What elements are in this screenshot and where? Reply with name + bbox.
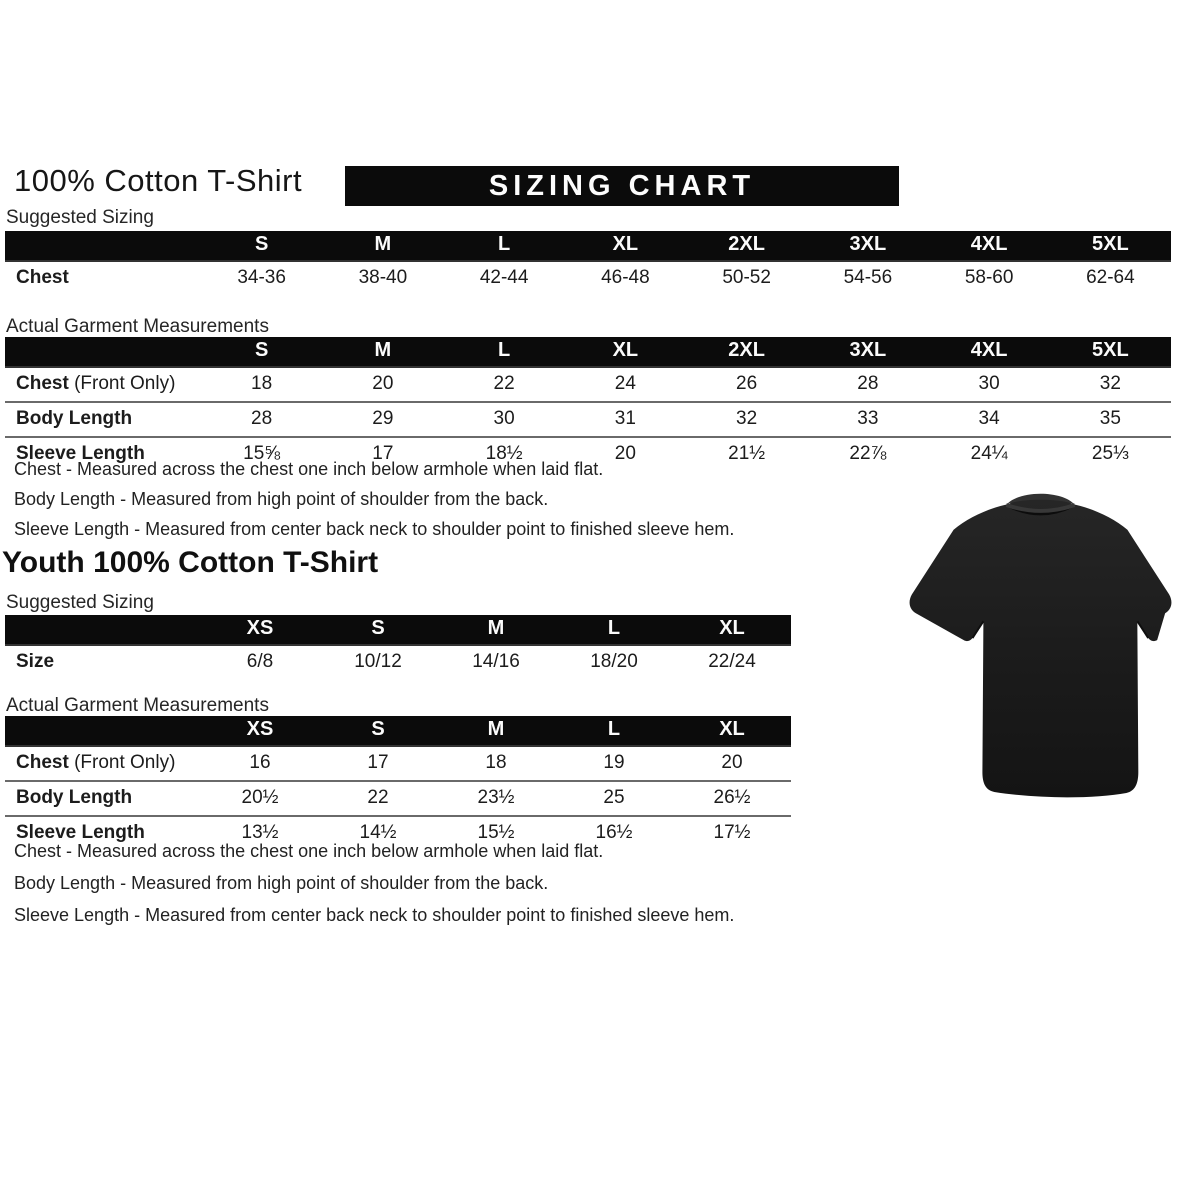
cell-value: 25 — [555, 781, 673, 816]
cell-value: 10/12 — [354, 651, 402, 672]
note-line: Body Length - Measured from high point of shoulder from the back. — [14, 489, 549, 509]
table-row — [5, 402, 1171, 437]
row-label: Size — [16, 651, 55, 672]
cell-value: 16½ — [595, 822, 633, 843]
cell-value: 17 — [372, 443, 394, 464]
column-header: S — [201, 231, 322, 261]
cell-value: 35 — [1050, 402, 1171, 437]
cell-value: 18 — [437, 746, 555, 781]
row-label: Chest (Front Only) — [5, 367, 201, 402]
cell-value: 20 — [673, 746, 791, 781]
youth-section-title: Youth 100% Cotton T-Shirt — [2, 546, 379, 579]
cell-value: 17½ — [713, 822, 751, 843]
column-header: 2XL — [686, 337, 807, 367]
column-header: XL — [565, 231, 686, 261]
note-line: Body Length - Measured from high point of shoulder from the back. — [14, 873, 549, 893]
header-spacer — [5, 716, 201, 746]
column-header: L — [444, 337, 565, 367]
table-header-row — [5, 615, 791, 645]
cell-value: 23½ — [437, 781, 555, 816]
row-label: Chest (Front Only) — [5, 746, 201, 781]
cell-value: 14½ — [359, 822, 397, 843]
cell-value: 32 — [686, 402, 807, 437]
column-header: XL — [673, 716, 791, 746]
cell-value: 20½ — [201, 781, 319, 816]
column-header: 4XL — [929, 337, 1050, 367]
column-header: M — [322, 337, 443, 367]
cell-value: 42-44 — [479, 267, 529, 288]
cell-value: 28 — [807, 367, 928, 402]
column-header: L — [555, 716, 673, 746]
row-label: Sleeve Length — [16, 822, 145, 843]
cell-value: 33 — [807, 402, 928, 437]
note-line: Chest - Measured across the chest one inch below armhole when laid flat. — [14, 841, 604, 861]
table-row — [5, 746, 791, 781]
cell-value: 46-48 — [601, 267, 650, 288]
table-header-row — [5, 716, 791, 746]
youth-suggested-sizing-table — [5, 615, 791, 679]
adult-suggested-sizing-label: Suggested Sizing — [6, 207, 154, 228]
cell-value: 20 — [614, 443, 636, 464]
youth-suggested-sizing-label: Suggested Sizing — [6, 592, 154, 613]
column-header: S — [319, 716, 437, 746]
cell-value: 54-56 — [843, 267, 893, 288]
cell-value: 22/24 — [708, 651, 756, 672]
column-header: 5XL — [1050, 337, 1171, 367]
adult-suggested-sizing-table — [5, 231, 1171, 295]
note-line: Sleeve Length - Measured from center back neck to shoulder point to finished sleeve hem. — [14, 905, 735, 925]
column-header: XS — [201, 615, 319, 645]
cell-value: 30 — [444, 402, 565, 437]
cell-value: 14/16 — [472, 651, 520, 672]
cell-value: 34-36 — [237, 267, 286, 288]
cell-value: 31 — [565, 402, 686, 437]
cell-value: 50-52 — [722, 267, 771, 288]
cell-value: 21½ — [728, 443, 766, 464]
header-spacer — [5, 337, 201, 367]
column-header: 3XL — [807, 337, 928, 367]
cell-value: 6/8 — [246, 651, 274, 672]
cell-value: 18½ — [485, 443, 523, 464]
cell-value: 38-40 — [358, 267, 408, 288]
cell-value: 30 — [929, 367, 1050, 402]
note-line: Sleeve Length - Measured from center back neck to shoulder point to finished sleeve hem. — [14, 519, 735, 539]
table-row — [5, 645, 791, 679]
column-header: XL — [565, 337, 686, 367]
table-row — [5, 781, 791, 816]
column-header: S — [201, 337, 322, 367]
tshirt-body — [910, 497, 1172, 797]
cell-value: 22 — [444, 367, 565, 402]
column-header: L — [555, 615, 673, 645]
youth-actual-measurements-table — [5, 716, 791, 850]
column-header: M — [437, 716, 555, 746]
cell-value: 22 — [319, 781, 437, 816]
table-row — [5, 261, 1171, 295]
cell-value: 20 — [322, 367, 443, 402]
cell-value: 32 — [1050, 367, 1171, 402]
cell-value: 18/20 — [590, 651, 638, 672]
cell-value: 17 — [319, 746, 437, 781]
cell-value: 26 — [686, 367, 807, 402]
cell-value: 34 — [929, 402, 1050, 437]
cell-value: 13½ — [241, 822, 279, 843]
page-title: 100% Cotton T-Shirt — [14, 163, 303, 198]
header-spacer — [5, 615, 201, 645]
column-header: XS — [201, 716, 319, 746]
cell-value: 15½ — [477, 822, 515, 843]
sizing-chart-banner: SIZING CHART — [345, 166, 899, 206]
youth-actual-measurements-label: Actual Garment Measurements — [6, 695, 269, 716]
cell-value: 58-60 — [964, 267, 1014, 288]
row-label: Sleeve Length — [16, 443, 145, 464]
cell-value: 19 — [555, 746, 673, 781]
row-label: Body Length — [5, 781, 201, 816]
column-header: XL — [673, 615, 791, 645]
cell-value: 25⅓ — [1091, 443, 1129, 464]
adult-actual-measurements-table — [5, 337, 1171, 471]
column-header: L — [444, 231, 565, 261]
youth-measurement-notes — [14, 841, 734, 937]
adult-actual-measurements-label: Actual Garment Measurements — [6, 316, 269, 337]
cell-value: 16 — [201, 746, 319, 781]
column-header: 2XL — [686, 231, 807, 261]
column-header: M — [322, 231, 443, 261]
note-line: Chest - Measured across the chest one inch below armhole when laid flat. — [14, 459, 604, 479]
adult-measurement-notes — [14, 459, 734, 549]
cell-value: 26½ — [673, 781, 791, 816]
cell-value: 24¼ — [970, 443, 1008, 464]
column-header: 4XL — [929, 231, 1050, 261]
table-header-row — [5, 337, 1171, 367]
cell-value: 29 — [322, 402, 443, 437]
cell-value: 15⅝ — [243, 443, 281, 464]
black-tshirt-image — [897, 477, 1185, 815]
cell-value: 24 — [565, 367, 686, 402]
cell-value: 22⅞ — [849, 443, 887, 464]
cell-value: 28 — [201, 402, 322, 437]
header-spacer — [5, 231, 201, 261]
table-row — [5, 367, 1171, 402]
column-header: M — [437, 615, 555, 645]
column-header: 5XL — [1050, 231, 1171, 261]
column-header: S — [319, 615, 437, 645]
row-label: Chest — [16, 267, 69, 288]
cell-value: 62-64 — [1086, 267, 1135, 288]
cell-value: 18 — [201, 367, 322, 402]
row-label: Body Length — [5, 402, 201, 437]
table-header-row — [5, 231, 1171, 261]
column-header: 3XL — [807, 231, 928, 261]
